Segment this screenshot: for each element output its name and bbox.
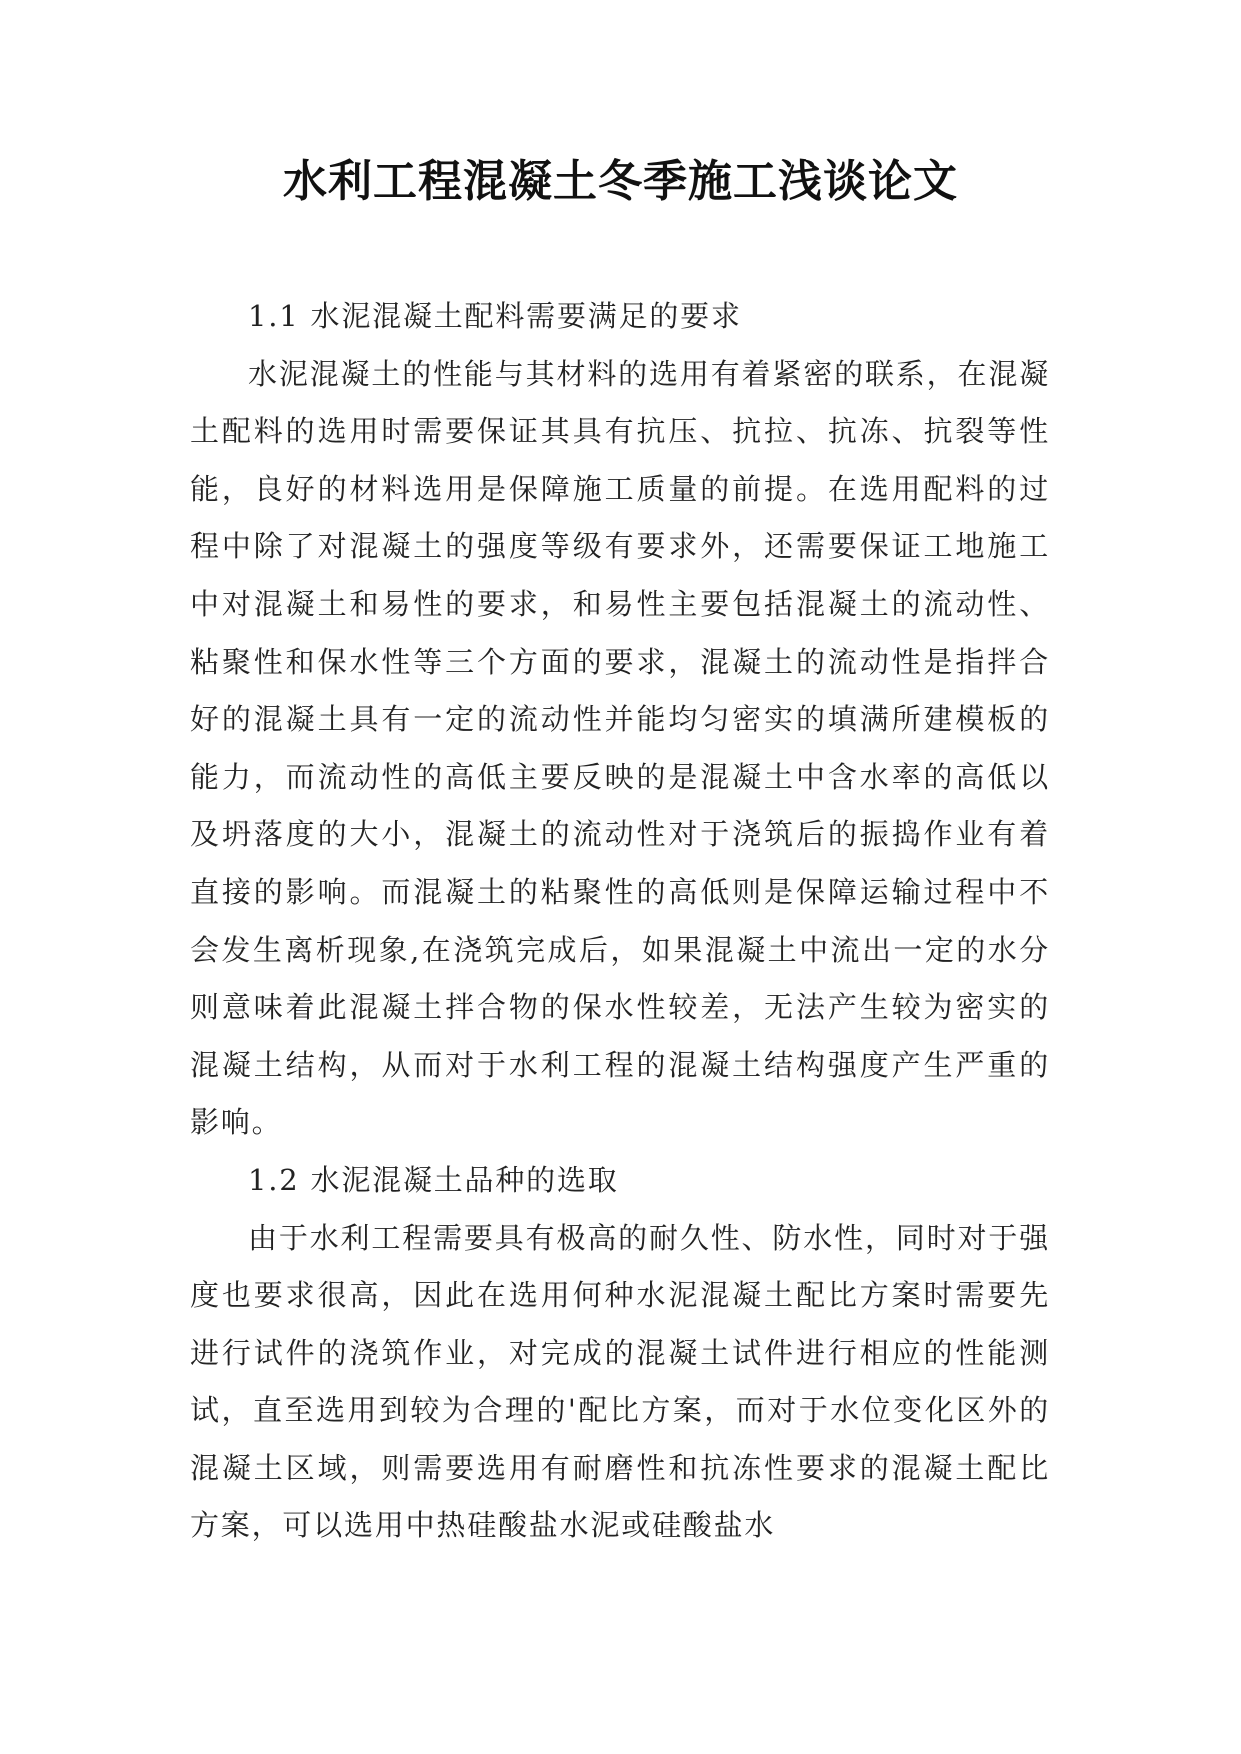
document-body [190,288,1050,1555]
paragraph-1-1: 水泥混凝土的性能与其材料的选用有着紧密的联系，在混凝土配料的选用时需要保证其具有抗压、抗拉、抗冻、抗裂等性能，良好的材料选用是保障施工质量的前提。在选用配料的过程中除了对混凝土的强度等级有要求外，还需要保证工地施工中对混凝土和易性的要求，和易性主要包括混凝土的流动性、粘聚性和保水性等三个方面的要求，混凝土的流动性是指拌合好的混凝土具有一定的流动性并能均匀密实的填满所建模板的能力，而流动性的高低主要反映的是混凝土中含水率的高低以及坍落度的大小，混凝土的流动性对于浇筑后的振捣作业有着直接的影响。而混凝土的粘聚性的高低则是保障运输过程中不会发生离析现象,在浇筑完成后，如果混凝土中流出一定的水分则意味着此混凝土拌合物的保水性较差，无法产生较为密实的混凝土结构，从而对于水利工程的混凝土结构强度产生严重的影响。 [190,356,1050,1140]
section-heading-1-2: 1.2 水泥混凝土品种的选取 [248,1162,619,1197]
document-title: 水利工程混凝土冬季施工浅谈论文 [283,156,958,207]
section-heading-1-1: 1.1 水泥混凝土配料需要满足的要求 [248,299,742,333]
paragraph-1-2: 由于水利工程需要具有极高的耐久性、防水性，同时对于强度也要求很高，因此在选用何种水泥混凝土配比方案时需要先进行试件的浇筑作业，对完成的混凝土试件进行相应的性能测试，直至选用到较为合理的'配比方案，而对于水位变化区外的混凝土区域，则需要选用有耐磨性和抗冻性要求的混凝土配比方案，可以选用中热硅酸盐水泥或硅酸盐水 [190,1220,1050,1543]
